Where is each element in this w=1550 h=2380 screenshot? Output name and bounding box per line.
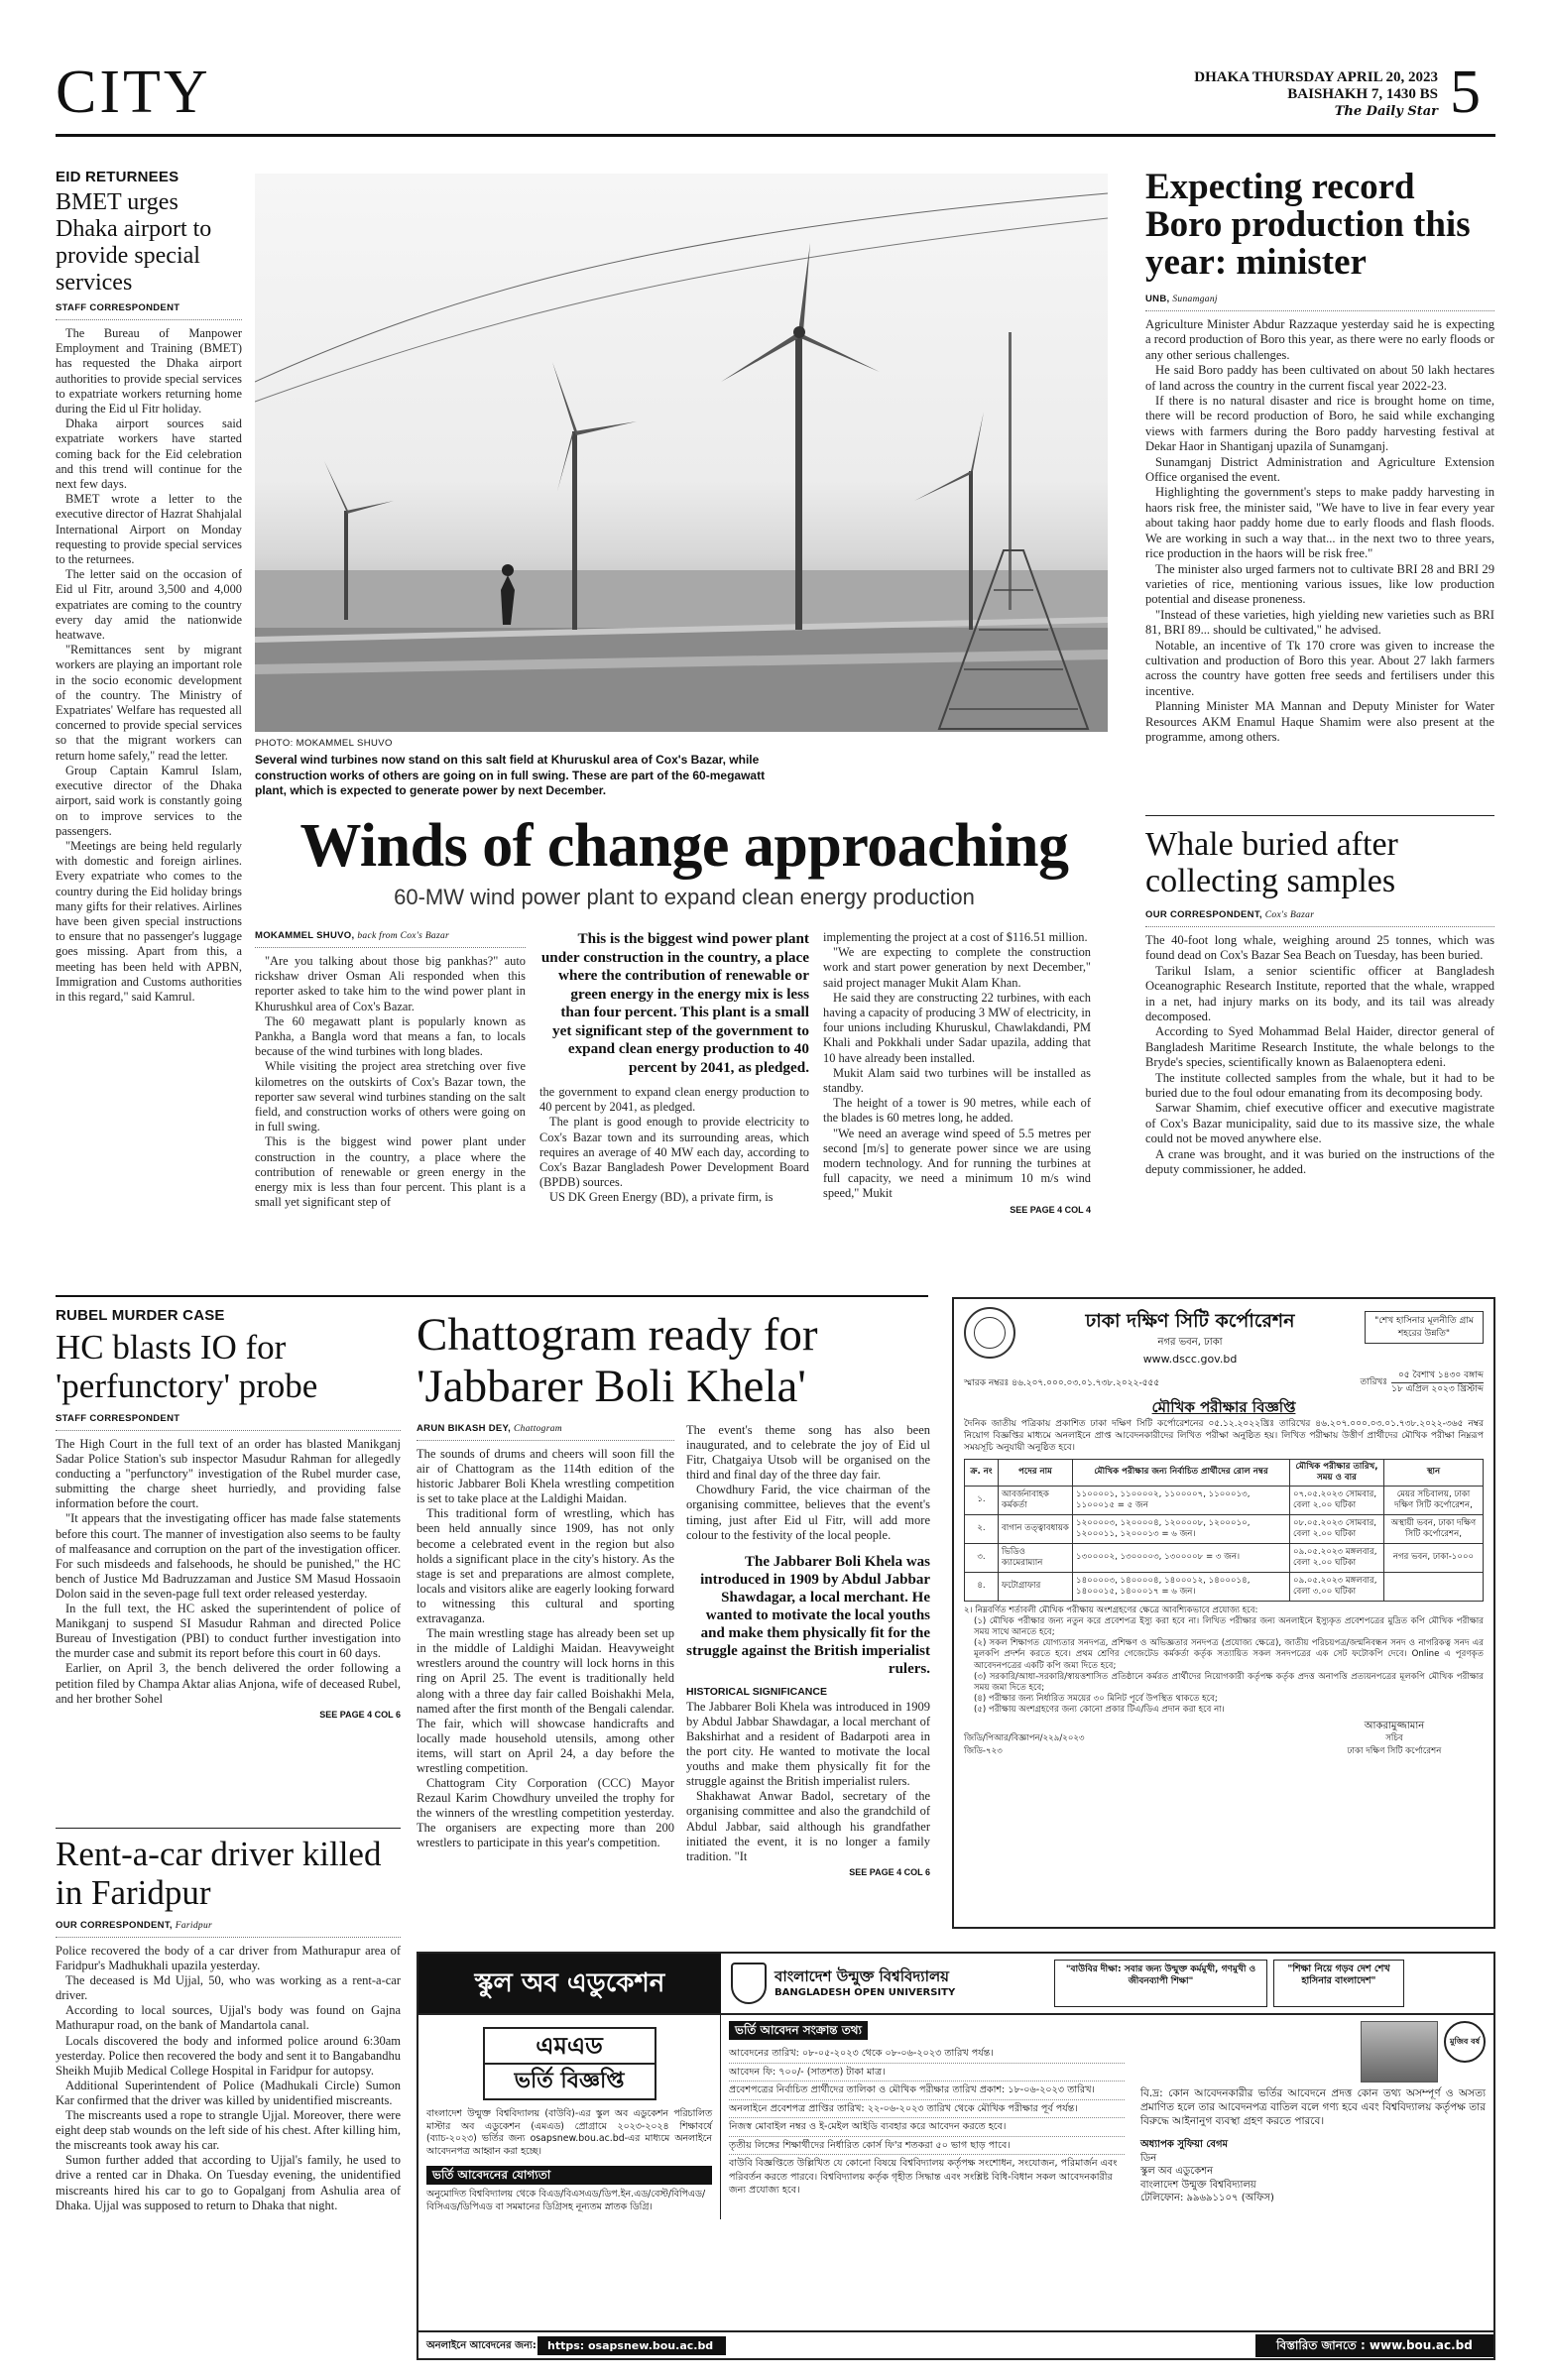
wind-pullquote: This is the biggest wind power plant under construction in the country, a place where the contribution of renewable or green energy in the energy mix is less than four percent. This plant is a small yet significant step of the government to expand clean energy production to 40 percent by 2041, as pledged. [540, 930, 809, 1076]
paragraph: The Bureau of Manpower Employment and Training (BMET) has requested the Dhaka airport authorities to provide special services to expatriate workers returning home during the Eid ul Fitr holiday. [56, 326, 242, 416]
bou-motto: "বাউবির দীক্ষা: সবার জন্য উন্মুক্ত কর্মমুখী, গণমুখী ও জীবনব্যাপী শিক্ষা" [1054, 1960, 1267, 2007]
dscc-address: নগর ভবন, ঢাকা [1157, 1337, 1223, 1348]
boro-byline [1145, 294, 1494, 311]
wind-byline-place: back from Cox's Bazar [357, 931, 450, 941]
rubel-see-page[interactable]: SEE PAGE 4 COL 6 [319, 1709, 401, 1720]
paragraph: "We are expecting to complete the construction work and start power generation by next December," said project manager Mukit Alam Khan. [823, 945, 1091, 990]
bou-apply-url[interactable]: https: osapsnew.bou.ac.bd [537, 2336, 726, 2355]
dscc-signature: আকরামুজ্জামান [1364, 1720, 1425, 1731]
wind-col-2-body [539, 1085, 809, 1206]
table-header: মৌখিক পরীক্ষার তারিখ, সময় ও বার [1290, 1459, 1384, 1486]
list-item: তৃতীয় লিঙ্গের শিক্ষার্থীদের নির্ধারিত কোর্স ফি'র শতকরা ৫০ ভাগ ছাড় পাবে। [729, 2137, 1125, 2156]
rubel-kicker: RUBEL MURDER CASE [56, 1307, 225, 1324]
dscc-conditions [964, 1606, 1484, 1717]
bou-admission: ভর্তি বিজ্ঞপ্তি [514, 2069, 625, 2093]
dscc-date-label: তারিখঃ [1360, 1376, 1388, 1387]
dscc-slogan: "শেখ হাসিনার মূলনীতি গ্রাম শহরের উন্নতি" [1365, 1311, 1484, 1344]
wind-col-1-body [255, 954, 526, 1210]
dscc-notice [952, 1297, 1495, 1929]
rentacar-byline-place: Faridpur [175, 1921, 213, 1931]
paragraph: The High Court in the full text of an order has blasted Manikganj Sadar Police Station's sub inspector Masudur Rahman for allegedly conducting a "perfunctory" investigation of the Rubel murder case, submitting the charge sheet hurriedly, and providing false information before the court. [56, 1437, 401, 1511]
paper-logo: The Daily Star [1334, 104, 1438, 119]
bmet-story [56, 169, 242, 1005]
rentacar-headline: Rent-a-car driver killed in Faridpur [56, 1835, 382, 1912]
whale-byline [1145, 909, 1494, 927]
paragraph: Agriculture Minister Abdur Razzaque yesterday said he is expecting a record production of Boro this year, as there were no early floods or any other serious challenges. [1145, 317, 1494, 362]
boro-byline-place: Sunamganj [1172, 295, 1218, 304]
table-row [965, 1543, 1484, 1572]
jabbar-col-2b-body [686, 1700, 930, 1864]
bou-name-bn: বাংলাদেশ উন্মুক্ত বিশ্ববিদ্যালয় [775, 1967, 949, 1985]
bou-program: এমএড [485, 2029, 655, 2065]
paragraph: The Jabbarer Boli Khela was introduced in 1909 by Abdul Jabbar Shawdagar, a local merchant of Bakshirhat and a resident of Badarpoti area in the port city. He wanted to motivate the local youths and make them physically fit for the struggle against the British imperialist rulers. [686, 1699, 930, 1789]
paragraph: Locals discovered the body and informed police around 6:30am yesterday. Police then recovered the body and sent it to Bangabandhu Sheikh Mujib Medical College Hospital in Faridpur for autopsy. [56, 2033, 401, 2078]
bou-eligibility: অনুমোদিত বিশ্ববিদ্যালয় থেকে বিএড/বিএসএড/ডিপ.ইন.এড/বেস্ট/বিপিএড/বিসিএড/ডিপিএড বা সমমানের ডিগ্রিসহ নূন্যতম স্নাতক ডিগ্রি। [426, 2189, 706, 2212]
dscc-ref-2: জিডি-৭২৩ [964, 1745, 1003, 1756]
dscc-sign-org: ঢাকা দক্ষিণ সিটি কর্পোরেশন [1347, 1745, 1442, 1756]
dateline-date: DHAKA THURSDAY APRIL 20, 2023 [1194, 69, 1438, 85]
table-cell: ১২০০০০৩, ১২০০০০৪, ১২০০০০৮, ১২০০০১০, ১২০০০১১, ১২০০০১৩ = ৬ জন। [1073, 1514, 1290, 1543]
paragraph: Earlier, on April 3, the bench delivered the order following a petition filed by Champa Aktar alias Anjona, wife of deceased Rubel, and her brother Sohel [56, 1661, 401, 1706]
table-header: স্থান [1384, 1459, 1484, 1486]
paragraph: Planning Minister MA Mannan and Deputy Minister for Water Resources AKM Enamul Haque Shamim were also present at the programme, among others. [1145, 699, 1494, 744]
whale-story [1145, 826, 1494, 1178]
paragraph: Sunamganj District Administration and Agriculture Extension Office organised the event. [1145, 454, 1494, 485]
paragraph: Dhaka airport sources said expatriate workers have started coming back for the Eid celebration and this trend will continue for the next few days. [56, 416, 242, 492]
paragraph: "We need an average wind speed of 5.5 metres per second [m/s] to generate power since we are using modern technology. And for running the turbines at full capacity, we need a minimum 10 m/s wind speed," Mukit [823, 1126, 1091, 1201]
boro-whale-divider [1145, 815, 1494, 816]
list-item: অনলাইনে প্রবেশপত্র প্রাপ্তির তারিখ: ২২-০৬-২০২৩ তারিখ থেকে মৌখিক পরীক্ষার পূর্ব পর্যন্ত। [729, 2100, 1125, 2119]
paragraph: Chattogram City Corporation (CCC) Mayor Rezaul Karim Chowdhury unveiled the trophy for the winners of the wrestling competition yesterday. The organisers are expecting more than 200 wrestlers to participate in this year's competition. [417, 1776, 674, 1850]
condition-item: (৪) পরীক্ষার জন্য নির্ধারিত সময়ের ৩০ মিনিট পূর্বে উপস্থিত থাকতে হবে; [974, 1694, 1218, 1705]
boro-byline-name: UNB, [1145, 294, 1170, 304]
dscc-date-bangla: ০৫ বৈশাখ ১৪৩০ বঙ্গাব্দ [1397, 1370, 1484, 1380]
list-item: আবেদনের তারিখ: ০৮-০৫-২০২৩ থেকে ০৮-০৬-২০২৩ তারিখ পর্যন্ত। [729, 2045, 1125, 2064]
turbine-illustration [255, 174, 1108, 732]
table-cell: ফটোগ্রাফার [999, 1572, 1073, 1601]
wind-col-1 [255, 930, 526, 1210]
paragraph: The height of a tower is 90 metres, while each of the blades is 60 metres long, he added. [823, 1096, 1091, 1126]
paragraph: This is the biggest wind power plant under construction in the country, a place where the contribution of renewable or green energy in the energy mix is less than four percent. This plant is a small yet significant step of [255, 1134, 526, 1210]
bou-advertisement [417, 1952, 1495, 2360]
bou-school-name: স্কুল অব এডুকেশন [418, 1954, 721, 2013]
paragraph: According to local sources, Ujjal's body was found on Gajna Mathurapur road, on the bank of Mandartola canal. [56, 2003, 401, 2033]
table-cell: নগর ভবন, ঢাকা-১০০০ [1384, 1543, 1484, 1572]
bmet-kicker: EID RETURNEES [56, 169, 179, 185]
paragraph: The deceased is Md Ujjal, 50, who was working as a rent-a-car driver. [56, 1973, 401, 2003]
masthead-rule [56, 134, 1495, 137]
paragraph: The letter said on the occasion of Eid ul Fitr, around 3,500 and 4,000 expatriates are coming to the country every day amid the nationwide heatwave. [56, 567, 242, 643]
condition-item: (২) সকল শিক্ষাগত যোগ্যতার সনদপত্র, প্রশিক্ষণ ও অভিজ্ঞতার সনদপত্র (প্রযোজ্য ক্ষেত্রে), জাতীয় পরিচয়পত্র/জন্মনিবন্ধন সনদ ও নাগরিকত্ব সনদ এর মূলকপি প্রদর্শন করতে হবে। প্রথম শ্রেণির গেজেটেড কর্মকর্তা কর্তৃক সত্যায়িত সকল সনদপত্রের এক সেট ফটোকপি দেবে। Online এ পূরণকৃত আবেদনপত্রের একটি কপি জমা দিতে হবে; [974, 1638, 1484, 1671]
table-cell: ১১০০০০১, ১১০০০০২, ১১০০০০৭, ১১০০০১৩, ১১০০০১৫ = ৫ জন [1073, 1486, 1290, 1514]
paragraph: The plant is good enough to provide electricity to Cox's Bazar town and its surrounding areas, which requires an average of 40 MW each day, according to Cox's Bazar Bangladesh Power Development Board (BPDB) sources. [539, 1115, 809, 1190]
paragraph: Shakhawat Anwar Badol, secretary of the organising committee and also the grandchild of Abdul Jabbar, said although his grandfather initiated the event, it is no longer a family tradition. "It [686, 1789, 930, 1863]
table-cell: ৪. [965, 1572, 999, 1601]
wind-col-2 [539, 930, 809, 1206]
rentacar-story [56, 1835, 401, 2213]
jabbar-see-page[interactable]: SEE PAGE 4 COL 6 [849, 1866, 930, 1877]
dscc-notice-title: মৌখিক পরীক্ষার বিজ্ঞপ্তি [1151, 1398, 1296, 1416]
paragraph: If there is no natural disaster and rice is brought home on time, there will be record production of Boro, he said while exchanging views with farmers during the Boro paddy harvesting festival at Dekar Haor in Shantiganj upazila of Sunamganj. [1145, 394, 1494, 454]
paragraph: "Remittances sent by migrant workers are playing an important role in the socio economic development of the country. The Ministry of Expatriates' Welfare has requested all concerned to provide special services so that the migrant workers can return home safely," read the letter. [56, 643, 242, 763]
table-cell: ৩. [965, 1543, 999, 1572]
paragraph: Mukit Alam said two turbines will be installed as standby. [823, 1065, 1091, 1096]
paragraph: The miscreants used a rope to strangle Ujjal. Moreover, there were eight deep stab wounds on the left side of his chest. After killing him, the miscreants took away his car. [56, 2108, 401, 2153]
bmet-headline: BMET urges Dhaka airport to provide special services [56, 189, 212, 296]
table-cell: অস্থায়ী ভবন, ঢাকা দক্ষিণ সিটি কর্পোরেশন, [1384, 1514, 1484, 1543]
boro-headline: Expecting record Boro production this year: minister [1145, 167, 1471, 283]
bou-logo-icon [731, 1963, 767, 2004]
dscc-intro: দৈনিক জাতীয় পত্রিকায় প্রকাশিত ঢাকা দক্ষিণ সিটি কর্পোরেশনের ০৫.১২.২০২২খ্রিঃ তারিখের ৪৬.২০৭.০০০.০৩.০১.৭৩৮.২০২২-৩৬৫ নম্বর নিয়োগ বিজ্ঞপ্তির মাধ্যমে অনলাইনে প্রাপ্ত আবেদনকারীদের লিখিত পরীক্ষা অনুষ্ঠিত হয়। লিখিত পরীক্ষায় উত্তীর্ণ প্রার্থীদের মৌখিক পরীক্ষা নিম্নরূপ সময়সূচি অনুযায়ী অনুষ্ঠিত হবে। [964, 1418, 1484, 1453]
paragraph: The main wrestling stage has already been set up in the middle of Laldighi Maidan. Heavyweight wrestlers around the country will lock horns in this ring on April 25. The event is traditionally held along with a three day fair called Boishakhi Mela, named after the first month of the Bengali calendar. The fair, which will showcase handicrafts and locally made household utensils, among other items, will start on April 24, a day before the wrestling competition. [417, 1626, 674, 1775]
bou-apply-label: অনলাইনে আবেদনের জন্য: [426, 2339, 537, 2351]
wind-byline [255, 930, 526, 948]
dscc-sign-title: সচিব [1385, 1733, 1403, 1744]
paragraph: "Are you talking about those big pankhas?" auto rickshaw driver Osman Ali responded when this reporter asked to take him to the wind power plant in Khurushkul area of Cox's Bazar. [255, 954, 526, 1013]
paragraph: The minister also urged farmers not to cultivate BRI 28 and BRI 29 varieties of rice, mentioning various issues, like low production potential and disease proneness. [1145, 561, 1494, 607]
paragraph: Notable, an incentive of Tk 170 crore was given to increase the cultivation and production of Boro this year. About 27 lakh farmers across the country have gotten free seeds and fertilisers under this incentive. [1145, 638, 1494, 698]
condition-item: (৩) সরকারি/আধা-সরকারি/স্বায়ত্তশাসিত প্রতিষ্ঠানে কর্মরত প্রার্থীদের নিয়োগকারী কর্তৃপক্ষ কর্তৃক প্রদত্ত অনাপত্তি প্রত্যয়নপত্রের মূলকপি মৌখিক পরীক্ষার সময় জমা দিতে হবে; [974, 1671, 1484, 1693]
page-number: 5 [1450, 59, 1481, 126]
section-title: CITY [56, 59, 211, 126]
paragraph: While visiting the project area stretching over five kilometres on the outskirts of Cox's Bazar town, the reporter saw several wind turbines standing on the salt field, and construction works of others were going on in full swing. [255, 1059, 526, 1134]
table-row [965, 1572, 1484, 1601]
portrait-illustration [1361, 2021, 1438, 2082]
paragraph: Police recovered the body of a car driver from Mathurapur area of Faridpur's Madhukhali upazila yesterday. [56, 1944, 401, 1973]
paragraph: "Instead of these varieties, high yielding new varieties such as BRI 81, BRI 89... should be cultivated," he advised. [1145, 607, 1494, 638]
bou-name-en: BANGLADESH OPEN UNIVERSITY [775, 1987, 956, 1998]
table-row [965, 1514, 1484, 1543]
rentacar-byline-name: OUR CORRESPONDENT, [56, 1920, 173, 1931]
jabbar-subhead: HISTORICAL SIGNIFICANCE [686, 1685, 827, 1698]
table-header-row [965, 1459, 1484, 1486]
boro-story [1145, 169, 1494, 745]
dscc-memo: স্মারক নম্বরঃ ৪৬.২০৭.০০০.০৩.০১.৭৩৮.২০২২-৫৫৫ [964, 1378, 1160, 1388]
paragraph: The institute collected samples from the whale, but it had to be buried due to the foul odour emanating from its decomposing body. [1145, 1070, 1494, 1101]
table-row [965, 1486, 1484, 1514]
paragraph: The 40-foot long whale, weighing around 25 tonnes, which was found dead on Cox's Bazar Sea Beach on Tuesday, has been buried. [1145, 933, 1494, 963]
paragraph: Additional Superintendent of Police (Madhukali Circle) Sumon Kar confirmed that the driver was killed by unidentified miscreants. [56, 2078, 401, 2107]
rubel-rentacar-divider [56, 1828, 401, 1829]
condition-item: ২। নিম্নবর্ণিত শর্তাবলী মৌখিক পরীক্ষায় অংশগ্রহণের ক্ষেত্রে আবশ্যিকভাবে প্রযোজ্য হবে: [964, 1605, 1258, 1615]
bou-phone: টেলিফোন: ৯৯৬৯১১০৭ (অফিস) [1140, 2193, 1274, 2203]
wind-byline-name: MOKAMMEL SHUVO, [255, 930, 355, 941]
table-cell: ২. [965, 1514, 999, 1543]
paragraph: "It appears that the investigating officer has made false statements before this court. The manner of investigation also seems to be faulty of malfeasance and corruption on the part of the investigation officer. For such misdeeds and falsehoods, he should be punished," the HC bench of Justice Md Badruzzaman and Justice SM Masud Hossaoin Dolon said in the seven-page full text order released yesterday. [56, 1511, 401, 1601]
whale-body [1145, 933, 1494, 1178]
list-item: প্রবেশপত্রের নির্বাচিত প্রার্থীদের তালিকা ও মৌখিক পরীক্ষার তারিখ প্রকাশ: ১৮-০৬-২০২৩ তারিখ। [729, 2082, 1125, 2100]
bou-signer: অধ্যাপক সুফিয়া বেগম [1140, 2139, 1229, 2150]
jabbar-col-1 [417, 1423, 674, 1851]
jabbar-pullquote: The Jabbarer Boli Khela was introduced in 1909 by Abdul Jabbar Shawdagar, a local merchant. He wanted to motivate the local youths and make them physically fit for the struggle against the British imperialist rulers. [686, 1553, 930, 1677]
photo-credit: PHOTO: MOKAMMEL SHUVO [255, 738, 393, 749]
condition-item: (১) মৌখিক পরীক্ষার জন্য নতুন করে প্রবেশপত্র ইস্যু করা হবে না। লিখিত পরীক্ষার জন্য অনলাইনে ইস্যুকৃত প্রবেশপত্রের মুদ্রিত কপি মৌখিক পরীক্ষার সময় সাথে আনতে হবে; [974, 1615, 1484, 1637]
jabbar-byline [417, 1423, 674, 1441]
table-cell: মেয়র সচিবালয়, ঢাকা দক্ষিণ সিটি কর্পোরেশন, [1384, 1486, 1484, 1514]
table-cell: আবর্জনাবাহক কর্মকর্তা [999, 1486, 1073, 1514]
paragraph: implementing the project at a cost of $116.51 million. [823, 930, 1088, 944]
bou-info-title: ভর্তি আবেদন সংক্রান্ত তথ্য [729, 2021, 868, 2040]
jabbar-col-2 [686, 1423, 930, 1877]
table-cell: ভিডিও ক্যামেরাম্যান [999, 1543, 1073, 1572]
table-cell: ১৩০০০০২, ১৩০০০০৩, ১৩০০০০৮ = ৩ জন। [1073, 1543, 1290, 1572]
dscc-seal-icon [964, 1307, 1015, 1359]
table-header: ক্র. নং [965, 1459, 999, 1486]
table-cell: ০৮.০৫.২০২৩ সোমবার, বেলা ২.০০ ঘটিকা [1290, 1514, 1384, 1543]
paragraph: the government to expand clean energy production to 40 percent by 2041, as pledged. [539, 1085, 809, 1115]
whale-byline-place: Cox's Bazar [1264, 910, 1315, 920]
bou-signer-org-2: বাংলাদেশ উন্মুক্ত বিশ্ববিদ্যালয় [1140, 2179, 1256, 2191]
table-header: মৌখিক পরীক্ষার জন্য নির্বাচিত প্রার্থীদের রোল নম্বর [1073, 1459, 1290, 1486]
paragraph: Sumon further added that according to Ujjal's family, he used to drive a rented car in Dhaka. On Tuesday evening, the unidentified miscreants hired his car to go to Gopalganj from Ashulia area of Dhaka. Ujjal was supposed to return to Dhaka that night. [56, 2153, 401, 2212]
dscc-title: ঢাকা দক্ষিণ সিটি কর্পোরেশন [1085, 1310, 1295, 1332]
whale-byline-name: OUR CORRESPONDENT, [1145, 909, 1262, 920]
wind-subhead: 60-MW wind power plant to expand clean energy production [394, 885, 975, 909]
paragraph: The 60 megawatt plant is popularly known as Pankha, a Bangla word that means a fan, to locals because of the wind turbines with long blades. [255, 1013, 526, 1059]
paragraph: BMET wrote a letter to the executive director of Hazrat Shahjalal International Airport on Monday requesting to provide special services to the returnees. [56, 492, 242, 567]
list-item: নিজস্ব মোবাইল নম্বর ও ই-মেইল আইডি ব্যবহার করে আবেদন করতে হবে। [729, 2118, 1125, 2137]
table-cell: ১৪০০০০৩, ১৪০০০০৪, ১৪০০০১২, ১৪০০০১৪, ১৪০০০১৫, ১৪০০০১৭ = ৬ জন। [1073, 1572, 1290, 1601]
jabbar-col-1-body [417, 1447, 674, 1851]
table-cell: ০৭.০৫.২০২৩ সোমবার, বেলা ২.০০ ঘটিকা [1290, 1486, 1384, 1514]
jabbar-col-2-body [686, 1423, 930, 1543]
bou-note: বি.দ্র: কোন আবেদনকারীর ভর্তির আবেদনে প্রদত্ত কোন তথ্য অসম্পূর্ণ ও অসত্য প্রমাণিত হলে তার আবেদনপত্র বাতিল বলে গণ্য হবে এবং বিশ্ববিদ্যালয় কর্তৃপক্ষ তার বিরুদ্ধে আইনানুগ ব্যবস্থা গ্রহণ করতে পারবে। [1140, 2087, 1486, 2127]
paragraph: According to Syed Mohammad Belal Haider, director general of Bangladesh Maritime Research Institute, the whale belongs to the Bryde's species, scientifically known as Balaenoptera edeni. [1145, 1024, 1494, 1070]
table-cell [1384, 1572, 1484, 1601]
jabbar-byline-place: Chattogram [514, 1424, 562, 1434]
table-cell: ০৯.০৫.২০২৩ মঙ্গলবার, বেলা ২.০০ ঘটিকা [1290, 1543, 1384, 1572]
rentacar-body [56, 1944, 401, 2213]
jabbar-byline-name: ARUN BIKASH DEY, [417, 1423, 512, 1434]
bmet-byline: STAFF CORRESPONDENT [56, 302, 242, 320]
rubel-headline: HC blasts IO for 'perfunctory' probe [56, 1328, 318, 1405]
paragraph: He said Boro paddy has been cultivated on about 50 lakh hectares of land across the country in the current fiscal year 2022-23. [1145, 363, 1494, 393]
table-cell: ১. [965, 1486, 999, 1514]
dateline [1111, 69, 1438, 120]
wind-headline: Winds of change approaching [299, 812, 1069, 880]
jabbar-headline: Chattogram ready for 'Jabbarer Boli Khela' [417, 1309, 818, 1412]
rentacar-byline [56, 1920, 401, 1938]
bou-intro: বাংলাদেশ উন্মুক্ত বিশ্ববিদ্যালয় (বাউবি)-এর স্কুল অব এডুকেশন পরিচালিত মাস্টার অব এডুকেশন (এমএড) প্রোগ্রামে ২০২৩-২০২৪ শিক্ষাবর্ষে (ব্যাচ-২০২৩) ভর্তির জন্য osapsnew.bou.ac.bd-এর মাধ্যমে অনলাইনে আবেদনপত্র আহ্বান করা হচ্ছে। [426, 2108, 712, 2157]
list-item: বাউবি বিজ্ঞপ্তিতে উল্লিখিত যে কোনো বিষয়ে বিশ্ববিদ্যালয় কর্তৃপক্ষ সংশোধন, সংযোজন, পরিমার্জন এবং পরিবর্তন করতে পারবে। বিশ্ববিদ্যালয় কর্তৃক গৃহীত সিদ্ধান্ত এবং সংশ্লিষ্ট বিধি-বিধান সকল আবেদনকারীর জন্য প্রযোজ্য হবে। [729, 2158, 1118, 2196]
paragraph: Group Captain Kamrul Islam, executive director of the Dhaka airport, said work is constantly going on to improve services to the passengers. [56, 763, 242, 838]
bou-signer-org-1: স্কুল অব এডুকেশন [1140, 2166, 1214, 2177]
list-item: আবেদন ফি: ৭০০/- (সাতশত) টাকা মাত্র। [729, 2064, 1125, 2082]
bou-info-list [729, 2045, 1125, 2200]
whale-headline: Whale buried after collecting samples [1145, 826, 1398, 899]
paragraph: US DK Green Energy (BD), a private firm, is [549, 1190, 774, 1205]
rubel-body [56, 1437, 401, 1707]
dscc-ref-1: জিডি/পিআর/বিজ্ঞাপন/২২৯/২০২৩ [964, 1733, 1085, 1744]
wind-col-3 [823, 930, 1091, 1215]
wind-turbine-photo [255, 174, 1108, 732]
paragraph: He said they are constructing 22 turbines, with each having a capacity of producing 3 MW of electricity, in four unions including Khuruskul, Chawlakdandi, PM Khali and Pokkhali under Sadar upazila, adding that 10 have already been installed. [823, 990, 1091, 1065]
paragraph: Tarikul Islam, a senior scientific officer at Bangladesh Oceanographic Research Institute, reported that the whale, wrapped in a net, had injury marks on its body, and its tail was already decomposed. [1145, 963, 1494, 1024]
paragraph: Highlighting the government's steps to make paddy harvesting in haors risk free, the minister said, "We have to live in fear every year about taking haor paddy home due to early floods and flash floods. We are working in such a way that... in the next two to three years, rice production in the haors will be risk free." [1145, 485, 1494, 561]
paragraph: The event's theme song has also been inaugurated, and to celebrate the joy of Eid ul Fitr, Chatgaiya Utsob will be organised on the third and final day of the three day fair. [686, 1423, 930, 1483]
mujib-borsho-badge: মুজিব বর্ষ [1444, 2021, 1486, 2063]
bou-more-info[interactable]: বিস্তারিত জানতে : www.bou.ac.bd [1255, 2334, 1493, 2357]
paragraph: "Meetings are being held regularly with domestic and foreign airlines. Every expatriate who comes to the country during the Eid holiday brings many gifts for their relatives. Airlines have been given special instructions to ensure that no passenger's luggage goes missing. Apart from this, a meeting has been held with APBN, Immigration and Customs authorities in this regard," said Kamrul. [56, 838, 242, 1004]
paragraph: Chowdhury Farid, the vice chairman of the organising committee, believes that the event's timing, just after Eid ul Fitr, will add more colour to the festivity of the local people. [686, 1483, 930, 1542]
dscc-website[interactable]: www.dscc.gov.bd [1142, 1352, 1238, 1366]
bou-signer-title: ডিন [1140, 2152, 1157, 2164]
wind-see-page[interactable]: SEE PAGE 4 COL 4 [1010, 1204, 1091, 1215]
boro-body [1145, 317, 1494, 745]
bou-eligibility-title: ভর্তি আবেদনের যোগ্যতা [426, 2166, 712, 2185]
table-cell: বাগান তত্ত্বাবধায়ক [999, 1514, 1073, 1543]
wind-col-3-body [823, 930, 1091, 1202]
bmet-body [56, 326, 242, 1005]
condition-item: (৫) পরীক্ষায় অংশগ্রহণের জন্য কোনো প্রকার টিএ/ডিএ প্রদান করা হবে না। [974, 1705, 1225, 1716]
paragraph: A crane was brought, and it was buried on the instructions of the deputy commissioner, he added. [1145, 1146, 1494, 1177]
dscc-schedule-table [964, 1459, 1484, 1602]
photo-caption: Several wind turbines now stand on this salt field at Khuruskul area of Cox's Bazar, while construction works of others are going on in full swing. These are part of the 60-megawatt plant, which is expected to generate power by next December. [255, 753, 766, 797]
rubel-story [56, 1307, 401, 1720]
bou-program-box [483, 2027, 656, 2100]
dscc-date-english: ১৮ এপ্রিল ২০২৩ খ্রিস্টাব্দ [1391, 1383, 1484, 1394]
table-cell: ০৯.০৫.২০২৩ মঙ্গলবার, বেলা ৩.০০ ঘটিকা [1290, 1572, 1384, 1601]
bou-slogan: "শিক্ষা নিয়ে গড়ব দেশ শেখ হাসিনার বাংলাদেশ" [1273, 1960, 1404, 2007]
paragraph: The sounds of drums and cheers will soon fill the air of Chattogram as the 114th edition of the historic Jabbarer Boli Khela wrestling competition is set to take place at the Laldighi Maidan. [417, 1447, 674, 1506]
dateline-bs: BAISHAKH 7, 1430 BS [1287, 86, 1438, 102]
paragraph: In the full text, the HC asked the superintendent of police of Manikganj to suspend SI Masudur Rahman and directed Police Bureau of Investigation (PBI) to conduct further investigation into the murder case and submit its report before this court in 60 days. [56, 1602, 401, 1661]
mid-page-rule [56, 1295, 928, 1297]
rubel-byline: STAFF CORRESPONDENT [56, 1413, 401, 1431]
table-header: পদের নাম [999, 1459, 1073, 1486]
paragraph: Sarwar Shamim, chief executive officer and executive magistrate of Cox's Bazar municipality, said due to its massive size, the whale could not be moved anywhere else. [1145, 1101, 1494, 1146]
paragraph: This traditional form of wrestling, which has been held annually since 1909, has not only become a celebrated event in the region but also holds a significant place in the city's history. As the stage is set and preparations are almost complete, locals and visitors alike are eagerly looking forward to witnessing this cultural and sporting extravaganza. [417, 1506, 674, 1626]
